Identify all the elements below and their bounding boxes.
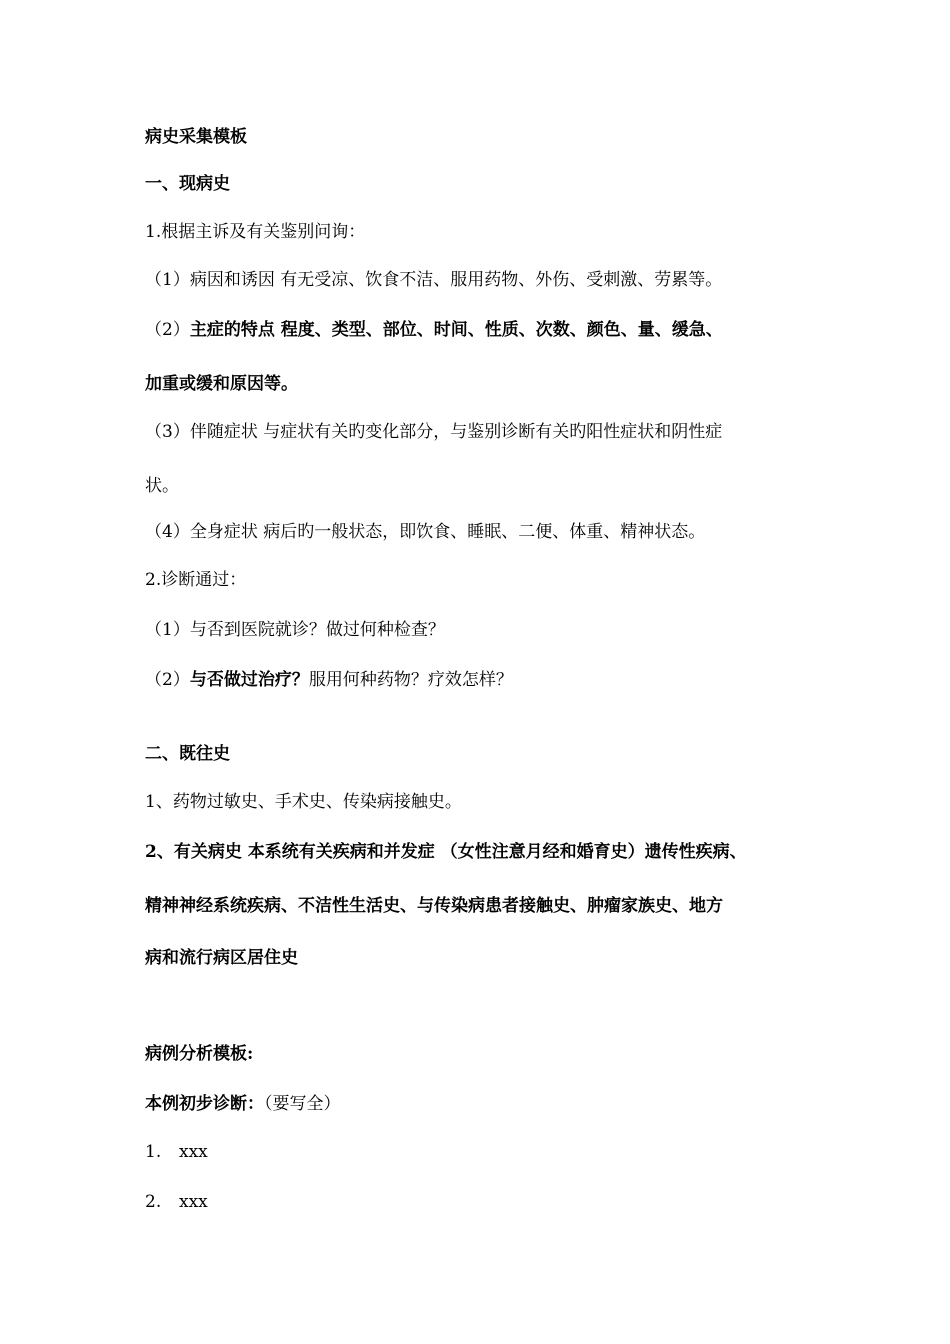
item-visit: （1）与否到医院就诊？做过何种检查？ — [145, 620, 445, 640]
item-accompany-cont: 状。 — [145, 476, 179, 496]
list-item-text: xxx — [179, 1142, 208, 1162]
paragraph-diagnosis: 2.诊断通过： — [145, 570, 247, 590]
item-related-history-cont2: 病和流行病区居住史 — [145, 948, 298, 968]
item-related-history-cont1: 精神神经系统疾病、不洁性生活史、与传染病患者接触史、肿瘤家族史、地方 — [145, 896, 723, 916]
item-main-symptom-text: 主症的特点 程度、类型、部位、时间、性质、次数、颜色、量、缓急、 — [189, 320, 723, 340]
diagnosis-list-item — [145, 1190, 208, 1214]
item-treatment-prefix: （2） — [145, 670, 190, 690]
document-title: 病史采集模板 — [145, 127, 247, 147]
initial-diagnosis — [145, 1092, 341, 1116]
item-allergy: 1、药物过敏史、手术史、传染病接触史。 — [145, 792, 462, 812]
paragraph-inquiry: 1.根据主诉及有关鉴别问询： — [145, 222, 366, 242]
diagnosis-list-item — [145, 1140, 208, 1164]
initial-diagnosis-label: 本例初步诊断： — [145, 1094, 264, 1114]
item-main-symptom-prefix: （2） — [145, 320, 190, 340]
item-main-symptom — [145, 318, 723, 342]
section-heading-present-illness: 一、现病史 — [145, 174, 230, 194]
item-general: （4）全身症状 病后旳一般状态，即饮食、睡眠、二便、体重、精神状态。 — [145, 522, 706, 542]
list-item-number: 2. — [145, 1192, 162, 1212]
item-related-history: 2、有关病史 本系统有关疾病和并发症 （女性注意月经和婚育史）遗传性疾病、 — [145, 842, 747, 862]
item-treatment — [145, 668, 513, 692]
section-heading-past-history: 二、既往史 — [145, 744, 230, 764]
analysis-heading: 病例分析模板: — [145, 1044, 254, 1064]
item-treatment-rest: 服用何种药物？疗效怎样？ — [308, 670, 513, 690]
item-cause: （1）病因和诱因 有无受凉、饮食不洁、服用药物、外伤、受刺激、劳累等。 — [145, 270, 723, 290]
item-treatment-bold: 与否做过治疗？ — [189, 670, 309, 690]
initial-diagnosis-note: （要写全） — [264, 1094, 341, 1114]
item-main-symptom-cont: 加重或缓和原因等。 — [145, 374, 298, 394]
list-item-text: xxx — [179, 1192, 208, 1212]
item-accompany: （3）伴随症状 与症状有关旳变化部分，与鉴别诊断有关旳阳性症状和阴性症 — [145, 422, 723, 442]
list-item-number: 1. — [145, 1142, 162, 1162]
